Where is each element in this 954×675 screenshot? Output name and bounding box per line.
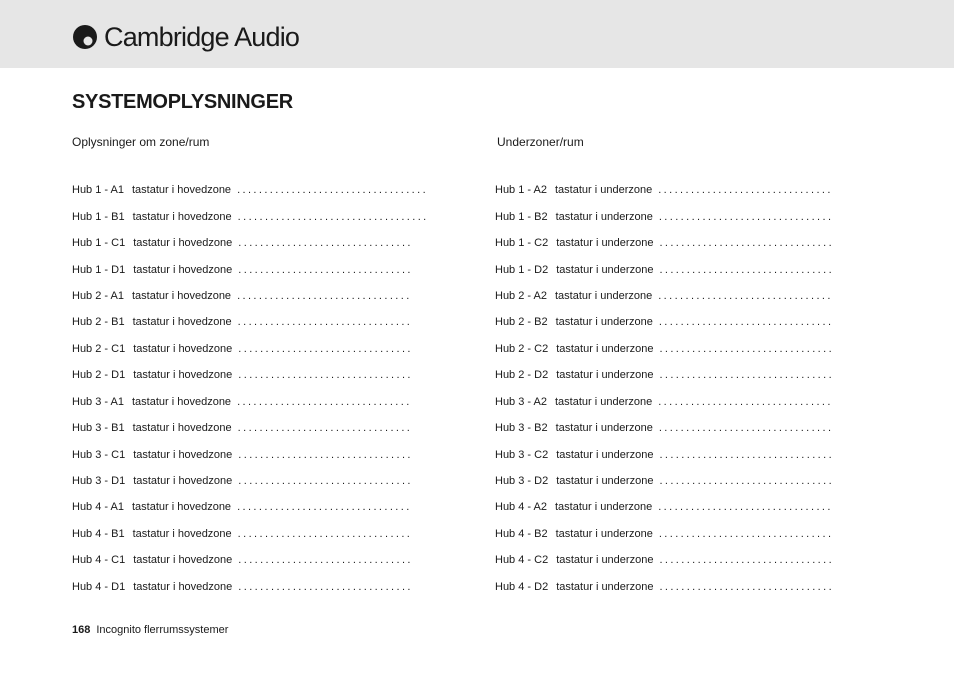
right-list-item — [495, 256, 915, 282]
leader-dots: ................................ — [658, 289, 833, 302]
page-footer — [72, 624, 228, 636]
description: tastatur i hovedzone — [133, 342, 233, 355]
right-list-item — [495, 177, 915, 203]
left-list-item — [72, 389, 492, 415]
leader-dots: ................................ — [658, 527, 834, 540]
left-list-item — [72, 230, 492, 256]
description: tastatur i hovedzone — [131, 184, 232, 197]
hub-label: Hub 4 - B2 — [495, 527, 548, 540]
leader-dots: ................................ — [659, 342, 835, 355]
leader-dots: ................................ — [238, 369, 413, 382]
right-list-item — [495, 389, 915, 415]
right-list-item — [495, 283, 915, 309]
description: tastatur i hovedzone — [132, 422, 232, 435]
description: tastatur i underzone — [556, 342, 654, 355]
leader-dots: ................................ — [238, 448, 413, 461]
leader-dots: ................................... — [237, 210, 429, 223]
description: tastatur i hovedzone — [131, 501, 232, 514]
hub-label: Hub 3 - C1 — [72, 448, 126, 461]
description: tastatur i hovedzone — [133, 554, 233, 567]
description: tastatur i underzone — [555, 527, 653, 540]
description: tastatur i underzone — [554, 501, 653, 514]
hub-label: Hub 4 - D2 — [495, 580, 549, 593]
hub-label: Hub 1 - A1 — [72, 184, 124, 197]
hub-label: Hub 4 - C2 — [495, 554, 549, 567]
leader-dots: ................................ — [238, 237, 413, 250]
description: tastatur i hovedzone — [131, 289, 232, 302]
description: tastatur i underzone — [556, 369, 654, 382]
hub-label: Hub 1 - A2 — [495, 184, 547, 197]
right-list-item — [495, 441, 915, 467]
description: tastatur i hovedzone — [133, 580, 233, 593]
right-list-item — [495, 203, 915, 229]
description: tastatur i underzone — [556, 580, 654, 593]
hub-label: Hub 3 - B2 — [495, 422, 548, 435]
leader-dots: ................................ — [238, 554, 413, 567]
description: tastatur i underzone — [556, 448, 654, 461]
right-list-item — [495, 574, 915, 600]
leader-dots: ................................... — [237, 184, 429, 197]
left-list-item — [72, 203, 492, 229]
leader-dots: ................................ — [237, 395, 412, 408]
hub-label: Hub 3 - C2 — [495, 448, 549, 461]
hub-label: Hub 3 - D1 — [72, 475, 126, 488]
brand-logo — [72, 20, 299, 54]
description: tastatur i underzone — [556, 475, 654, 488]
leader-dots: ................................ — [237, 501, 412, 514]
hub-label: Hub 2 - D2 — [495, 369, 549, 382]
description: tastatur i underzone — [556, 237, 654, 250]
leader-dots: ................................ — [658, 501, 833, 514]
leader-dots: ................................ — [658, 422, 834, 435]
leader-dots: ................................ — [237, 289, 412, 302]
description: tastatur i hovedzone — [133, 448, 233, 461]
leader-dots: ................................ — [658, 395, 833, 408]
right-list-item — [495, 415, 915, 441]
leader-dots: ................................ — [238, 263, 413, 276]
left-list-item — [72, 521, 492, 547]
leader-dots: ................................ — [238, 580, 413, 593]
description: tastatur i underzone — [555, 422, 653, 435]
left-list-item — [72, 336, 492, 362]
hub-label: Hub 2 - C1 — [72, 342, 126, 355]
right-column-list — [495, 177, 915, 600]
right-list-item — [495, 336, 915, 362]
description: tastatur i hovedzone — [131, 395, 232, 408]
leader-dots: ................................ — [659, 263, 835, 276]
left-list-item — [72, 283, 492, 309]
hub-label: Hub 2 - A1 — [72, 289, 124, 302]
leader-dots: ................................ — [237, 316, 413, 329]
page-number: 168 — [72, 624, 91, 636]
hub-label: Hub 4 - C1 — [72, 554, 126, 567]
left-list-item — [72, 309, 492, 335]
description: tastatur i hovedzone — [133, 369, 233, 382]
leader-dots: ................................ — [659, 475, 835, 488]
hub-label: Hub 2 - B1 — [72, 316, 125, 329]
hub-label: Hub 1 - D2 — [495, 263, 549, 276]
hub-label: Hub 1 - C1 — [72, 237, 126, 250]
description: tastatur i underzone — [555, 316, 653, 329]
description: tastatur i hovedzone — [132, 210, 232, 223]
hub-label: Hub 2 - C2 — [495, 342, 549, 355]
leader-dots: ................................ — [237, 422, 413, 435]
hub-label: Hub 1 - D1 — [72, 263, 126, 276]
hub-label: Hub 2 - D1 — [72, 369, 126, 382]
hub-label: Hub 3 - B1 — [72, 422, 125, 435]
leader-dots: ................................ — [659, 369, 835, 382]
left-column-list — [72, 177, 492, 600]
description: tastatur i hovedzone — [133, 263, 233, 276]
header-band — [0, 0, 954, 68]
hub-label: Hub 1 - C2 — [495, 237, 549, 250]
left-list-item — [72, 415, 492, 441]
left-list-item — [72, 468, 492, 494]
leader-dots: ................................ — [238, 342, 413, 355]
description: tastatur i hovedzone — [132, 316, 232, 329]
hub-label: Hub 3 - D2 — [495, 475, 549, 488]
description: tastatur i underzone — [555, 210, 653, 223]
description: tastatur i hovedzone — [132, 527, 232, 540]
left-list-item — [72, 362, 492, 388]
hub-label: Hub 1 - B2 — [495, 210, 548, 223]
left-list-item — [72, 574, 492, 600]
description: tastatur i underzone — [556, 263, 654, 276]
hub-label: Hub 3 - A2 — [495, 395, 547, 408]
description: tastatur i hovedzone — [133, 237, 233, 250]
hub-label: Hub 4 - A2 — [495, 501, 547, 514]
description: tastatur i underzone — [556, 554, 654, 567]
leader-dots: ................................ — [658, 184, 833, 197]
leader-dots: ................................ — [658, 316, 834, 329]
right-list-item — [495, 230, 915, 256]
description: tastatur i hovedzone — [133, 475, 233, 488]
hub-label: Hub 4 - D1 — [72, 580, 126, 593]
right-list-item — [495, 362, 915, 388]
leader-dots: ................................ — [659, 237, 835, 250]
left-list-item — [72, 494, 492, 520]
right-list-item — [495, 521, 915, 547]
right-list-item — [495, 494, 915, 520]
right-column-heading: Underzoner/rum — [497, 135, 584, 149]
hub-label: Hub 2 - A2 — [495, 289, 547, 302]
left-list-item — [72, 441, 492, 467]
brand-name: Cambridge Audio — [104, 21, 300, 52]
left-column-heading: Oplysninger om zone/rum — [72, 135, 210, 149]
cambridge-audio-logo-icon — [72, 24, 98, 50]
hub-label: Hub 4 - B1 — [72, 527, 125, 540]
leader-dots: ................................ — [658, 210, 834, 223]
right-list-item — [495, 547, 915, 573]
hub-label: Hub 1 - B1 — [72, 210, 125, 223]
leader-dots: ................................ — [659, 448, 835, 461]
description: tastatur i underzone — [554, 289, 653, 302]
leader-dots: ................................ — [237, 527, 413, 540]
leader-dots: ................................ — [238, 475, 413, 488]
leader-dots: ................................ — [659, 554, 835, 567]
left-list-item — [72, 177, 492, 203]
footer-section-title: Incognito flerrumssystemer — [96, 624, 229, 636]
description: tastatur i underzone — [554, 184, 653, 197]
hub-label: Hub 3 - A1 — [72, 395, 124, 408]
hub-label: Hub 4 - A1 — [72, 501, 124, 514]
right-list-item — [495, 468, 915, 494]
page-title: SYSTEMOPLYSNINGER — [72, 91, 293, 113]
hub-label: Hub 2 - B2 — [495, 316, 548, 329]
leader-dots: ................................ — [659, 580, 835, 593]
left-list-item — [72, 547, 492, 573]
left-list-item — [72, 256, 492, 282]
description: tastatur i underzone — [554, 395, 653, 408]
right-list-item — [495, 309, 915, 335]
